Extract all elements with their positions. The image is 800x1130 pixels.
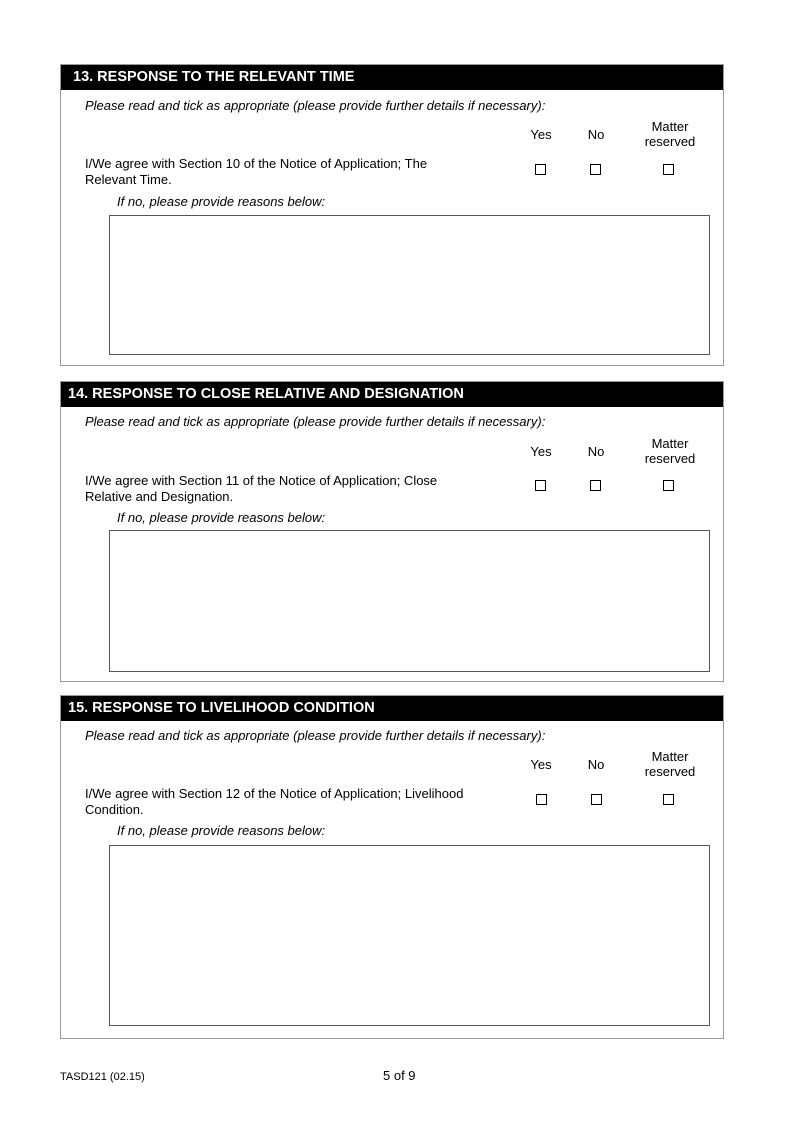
reasons-textbox[interactable] [109,845,710,1026]
column-matter-reserved [635,749,705,779]
agreement-statement: I/We agree with Section 10 of the Notice of Application; The Relevant Time. [85,156,428,187]
section-13 [60,64,724,366]
column-matter-line2: reserved [644,134,696,149]
column-yes: Yes [530,757,552,772]
form-code: TASD121 (02.15) [60,1071,145,1083]
reasons-textbox[interactable] [109,215,710,355]
no-checkbox[interactable] [590,164,601,175]
no-checkbox[interactable] [591,794,602,805]
no-checkbox[interactable] [590,480,601,491]
reasons-label: If no, please provide reasons below: [117,194,326,209]
page-number: 5 of 9 [383,1068,416,1083]
instruction-text: Please read and tick as appropriate (please provide further details if necessary): [85,98,546,113]
column-no: No [587,127,605,142]
yes-checkbox[interactable] [536,794,547,805]
yes-checkbox[interactable] [535,480,546,491]
instruction-text: Please read and tick as appropriate (please provide further details if necessary): [85,728,546,743]
section-14 [60,381,724,682]
agreement-statement: I/We agree with Section 11 of the Notice of Application; Close Relative and Designation. [85,473,438,504]
section-title: 15. RESPONSE TO LIVELIHOOD CONDITION [61,696,723,721]
column-matter-line1: Matter [651,749,689,764]
matter-reserved-checkbox[interactable] [663,794,674,805]
section-15 [60,695,724,1039]
matter-reserved-checkbox[interactable] [663,164,674,175]
column-yes: Yes [530,444,552,459]
yes-checkbox[interactable] [535,164,546,175]
column-matter-reserved [635,436,705,466]
section-title: 14. RESPONSE TO CLOSE RELATIVE AND DESIGNATION [61,382,723,407]
reasons-label: If no, please provide reasons below: [117,823,326,838]
column-matter-line1: Matter [651,436,689,451]
column-matter-reserved [635,119,705,149]
column-yes: Yes [530,127,552,142]
column-no: No [587,757,605,772]
reasons-label: If no, please provide reasons below: [117,510,326,525]
matter-reserved-checkbox[interactable] [663,480,674,491]
reasons-textbox[interactable] [109,530,710,672]
column-matter-line2: reserved [644,764,696,779]
instruction-text: Please read and tick as appropriate (please provide further details if necessary): [85,414,546,429]
column-matter-line2: reserved [644,451,696,466]
section-title: 13. RESPONSE TO THE RELEVANT TIME [61,65,723,90]
column-matter-line1: Matter [651,119,689,134]
agreement-statement: I/We agree with Section 12 of the Notice of Application; Livelihood Condition. [85,786,464,817]
column-no: No [587,444,605,459]
